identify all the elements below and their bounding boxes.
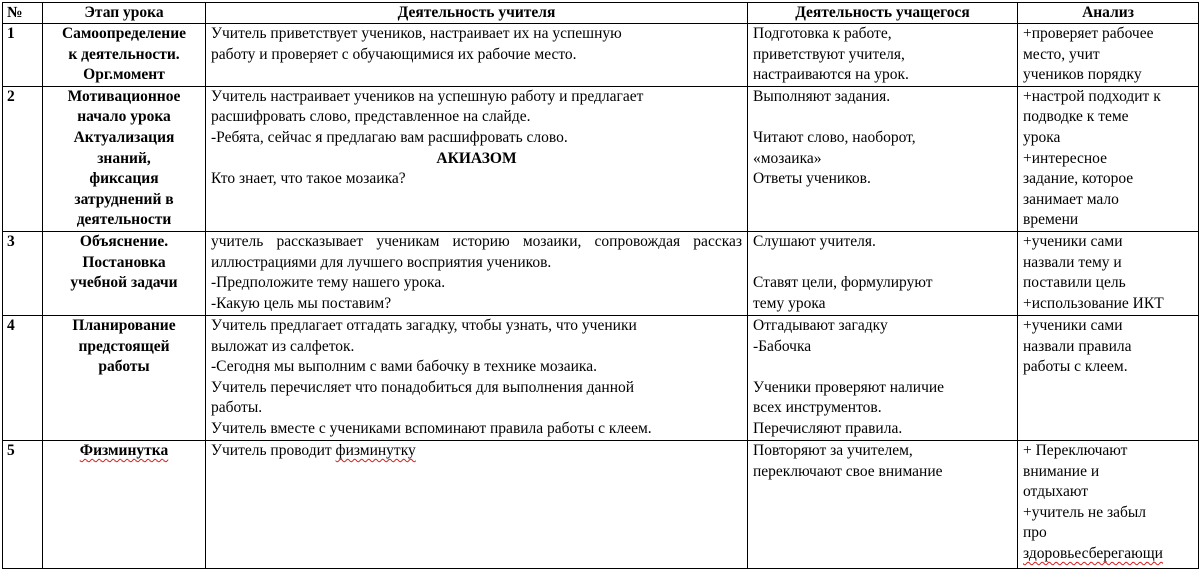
student-activity-cell: Повторяют за учителем, переключают свое внимание — [748, 440, 1018, 568]
analysis-cell: +настрой подходит к подводке к теме урока +интересное задание, которое занимает мало времени — [1018, 86, 1199, 231]
header-stage: Этап урока — [43, 3, 206, 24]
teacher-activity-cell: Учитель проводит физминутку — [206, 440, 748, 568]
header-student-activity: Деятельность учащегося — [748, 3, 1018, 24]
table-row — [3, 231, 1199, 315]
stage-cell: Планирование предстоящей работы — [43, 315, 206, 440]
encrypted-word: АКИАЗОМ — [436, 149, 517, 167]
stage-cell: Мотивационное начало урока Актуализация знаний, фиксация затруднений в деятельности — [43, 86, 206, 231]
student-activity-cell: Слушают учителя. Ставят цели, формулируют тему урока — [748, 231, 1018, 315]
teacher-activity-cell: Учитель приветствует учеников, настраивает их на успешную работу и проверяет с обучающимися их рабочие место. — [206, 24, 748, 87]
stage-cell — [43, 440, 206, 568]
stage-cell: Самоопределение к деятельности. Орг.момент — [43, 24, 206, 87]
analysis-cell: +ученики сами назвали тему и поставили цель +использование ИКТ — [1018, 231, 1199, 315]
teacher-activity-cell: учитель рассказывает ученикам историю мозаики, сопровождая рассказ иллюстрациями для лучшего восприятия учеников. -Предположите тему нашего урока. -Какую цель мы поставим? — [206, 231, 748, 315]
student-activity-cell: Подготовка к работе, приветствуют учителя, настраиваются на урок. — [748, 24, 1018, 87]
table-row — [3, 440, 1199, 568]
header-analysis: Анализ — [1018, 3, 1199, 24]
row-number: 1 — [3, 24, 43, 87]
analysis-cell: +ученики сами назвали правила работы с клеем. — [1018, 315, 1199, 440]
spellcheck-underlined-word: физминутку — [335, 441, 416, 459]
table-row — [3, 315, 1199, 440]
header-teacher-activity: Деятельность учителя — [206, 3, 748, 24]
teacher-activity-cell: Учитель предлагает отгадать загадку, чтобы узнать, что ученики выложат из салфеток. -Сегодня мы выполним с вами бабочку в технике мозаика. Учитель перечисляет что понадобиться для выполнения данной работы. Учитель вместе с учениками вспоминают правила работы с клеем. — [206, 315, 748, 440]
student-activity-cell: Отгадывают загадку -Бабочка Ученики проверяют наличие всех инструментов. Перечисляют правила. — [748, 315, 1018, 440]
header-row — [3, 3, 1199, 24]
table-row — [3, 86, 1199, 231]
spellcheck-underlined-word: Физминутка — [79, 441, 169, 459]
teacher-activity-cell: Учитель настраивает учеников на успешную работу и предлагает расшифровать слово, представленное на слайде. -Ребята, сейчас я предлагаю вам расшифровать слово. АКИАЗОМ Кто знает, что такое мозаика? — [206, 86, 748, 231]
lesson-plan-table — [2, 2, 1199, 569]
stage-cell: Объяснение. Постановка учебной задачи — [43, 231, 206, 315]
analysis-cell: + Переключают внимание и отдыхают +учитель не забыл про здоровьесберегающи — [1018, 440, 1199, 568]
analysis-cell: +проверяет рабочее место, учит учеников порядку — [1018, 24, 1199, 87]
student-activity-cell: Выполняют задания. Читают слово, наоборот, «мозаика» Ответы учеников. — [748, 86, 1018, 231]
row-number: 5 — [3, 440, 43, 568]
row-number: 2 — [3, 86, 43, 231]
header-number: № — [3, 3, 43, 24]
row-number: 3 — [3, 231, 43, 315]
spellcheck-underlined-word: здоровьесберегающи — [1023, 544, 1163, 562]
table-row — [3, 24, 1199, 87]
row-number: 4 — [3, 315, 43, 440]
